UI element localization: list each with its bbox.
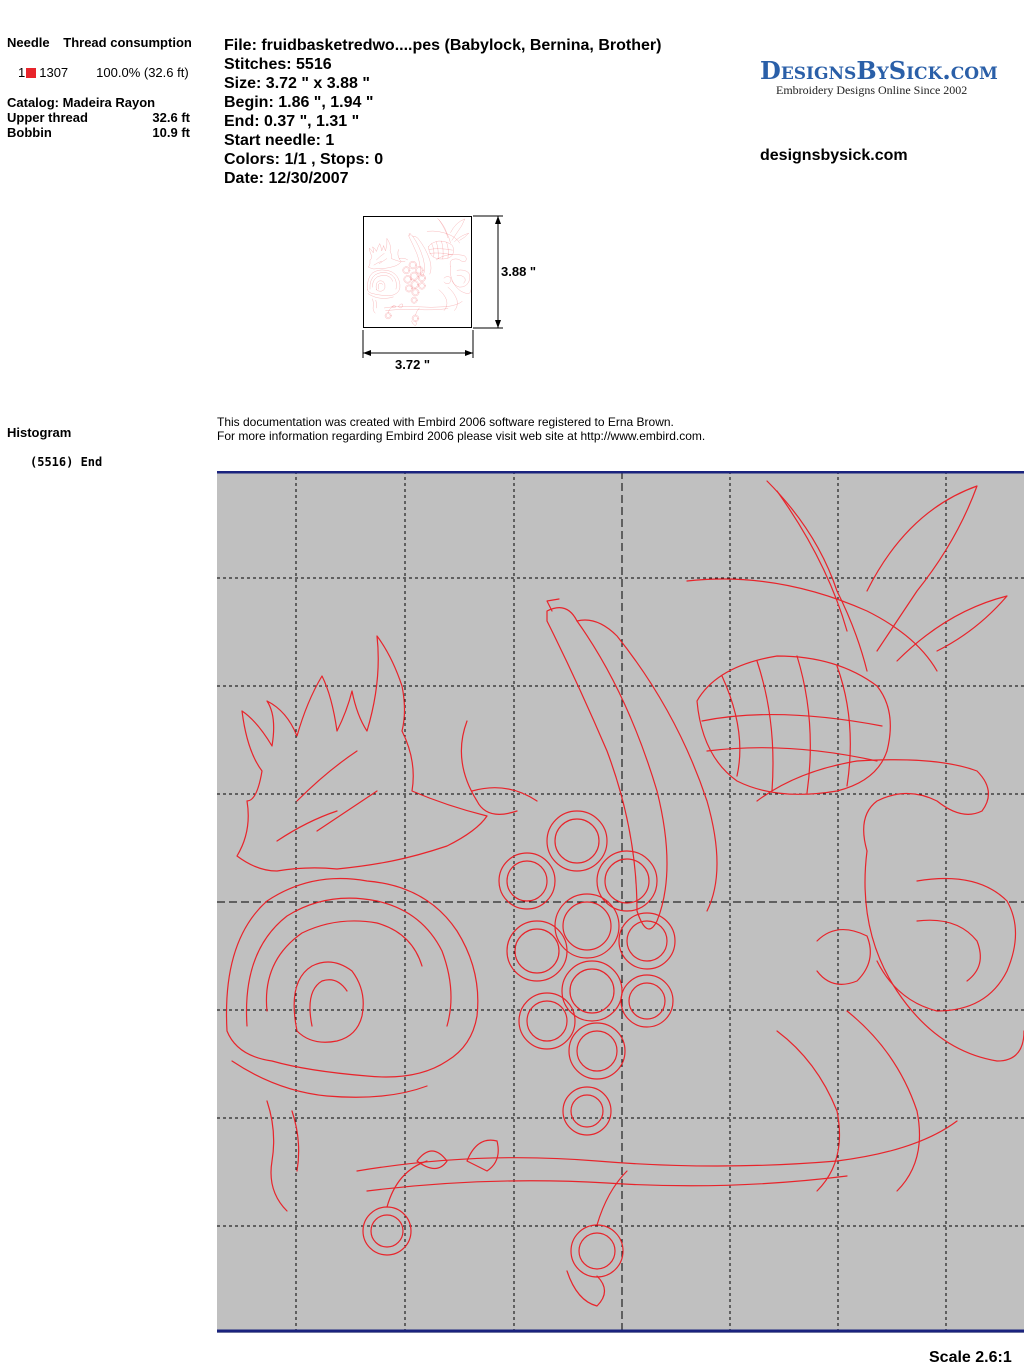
height-dimension-label: 3.88 " [501, 264, 537, 279]
logo-wordmark: DesignsBySick.com [760, 56, 998, 85]
thread-table-header [7, 35, 202, 50]
thread-color-code: 1307 [39, 65, 69, 80]
start-needle: Start needle: 1 [224, 132, 335, 149]
needle-column-header: Needle [7, 35, 50, 50]
histogram-title: Histogram [7, 425, 72, 440]
design-info [224, 36, 661, 188]
width-dimension-label: 3.72 " [395, 357, 431, 372]
file-name: File: fruidbasketredwo....pes (Babylock, Bernina, Brother) [224, 37, 662, 54]
brand-site: designsbysick.com [760, 147, 908, 164]
catalog-name: Catalog: Madeira Rayon [7, 95, 156, 110]
design-date: Date: 12/30/2007 [224, 170, 349, 187]
brand-logo [760, 56, 998, 97]
thread-column-header: Thread consumption [63, 35, 192, 50]
bobbin-label: Bobbin [7, 125, 52, 140]
catalog-block [7, 95, 190, 140]
thread-row [18, 65, 189, 80]
credits-note [217, 415, 705, 443]
upper-thread-row [7, 110, 190, 125]
credits-line-2: For more information regarding Embird 2006 please visit web site at http://www.embird.com. [217, 429, 706, 443]
colors-stops: Colors: 1/1 , Stops: 0 [224, 151, 384, 168]
thread-consumption: 100.0% (32.6 ft) [96, 65, 189, 80]
design-size: Size: 3.72 " x 3.88 " [224, 75, 370, 92]
upper-thread-value: 32.6 ft [152, 110, 190, 125]
end-position: End: 0.37 ", 1.31 " [224, 113, 360, 130]
stitch-count: Stitches: 5516 [224, 56, 332, 73]
logo-tagline: Embroidery Designs Online Since 2002 [776, 83, 968, 97]
scale-label: Scale 2.6:1 [929, 1349, 1012, 1366]
credits-line-1: This documentation was created with Embird 2006 software registered to Erna Brown. [217, 415, 674, 429]
dimension-lines [355, 212, 515, 362]
bobbin-value: 10.9 ft [152, 125, 190, 140]
thread-color-swatch [26, 68, 36, 78]
design-canvas [217, 471, 1024, 1333]
histogram-entry: (5516) End [30, 455, 103, 469]
thread-needle-number: 1 [18, 65, 26, 80]
bobbin-row [7, 125, 190, 140]
upper-thread-label: Upper thread [7, 110, 88, 125]
begin-position: Begin: 1.86 ", 1.94 " [224, 94, 374, 111]
